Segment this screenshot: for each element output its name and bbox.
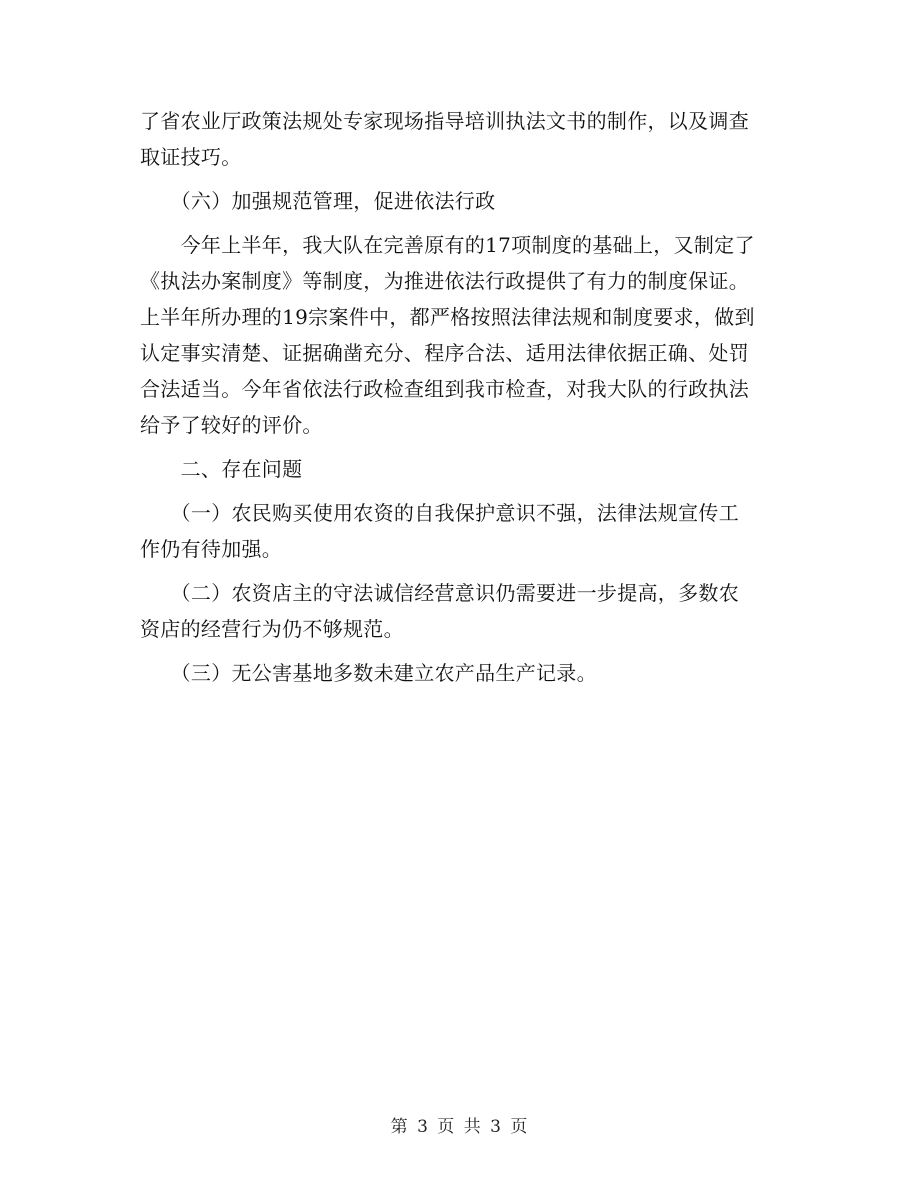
text-line: 上半年所办理的19宗案件中，都严格按照法律法规和制度要求，做到	[140, 305, 755, 329]
section-heading: 二、存在问题	[140, 457, 303, 481]
text-line: （一）农民购买使用农资的自我保护意识不强，法律法规宣传工	[140, 501, 739, 525]
page-number-footer: 第 3 页 共 3 页	[390, 1117, 530, 1137]
text-line: 取证技巧。	[140, 145, 242, 169]
section-heading: （六）加强规范管理，促进依法行政	[140, 189, 496, 213]
text-line: 作仍有待加强。	[140, 537, 283, 561]
text-line: 合法适当。今年省依法行政检查组到我市检查，对我大队的行政执法	[140, 377, 749, 401]
text-line: 资店的经营行为仍不够规范。	[140, 617, 404, 641]
document-body	[140, 103, 780, 691]
text-line: 《执法办案制度》等制度，为推进依法行政提供了有力的制度保证。	[140, 269, 749, 293]
text-line: （二）农资店主的守法诚信经营意识仍需要进一步提高，多数农	[140, 581, 739, 605]
text-line: 认定事实清楚、证据确凿充分、程序合法、适用法律依据正确、处罚	[140, 341, 749, 365]
text-line: 给予了较好的评价。	[140, 413, 323, 437]
text-line: 了省农业厅政策法规处专家现场指导培训执法文书的制作，以及调查	[140, 109, 749, 133]
text-line: 今年上半年，我大队在完善原有的17项制度的基础上，又制定了	[140, 233, 755, 257]
text-line: （三）无公害基地多数未建立农产品生产记录。	[140, 661, 597, 685]
